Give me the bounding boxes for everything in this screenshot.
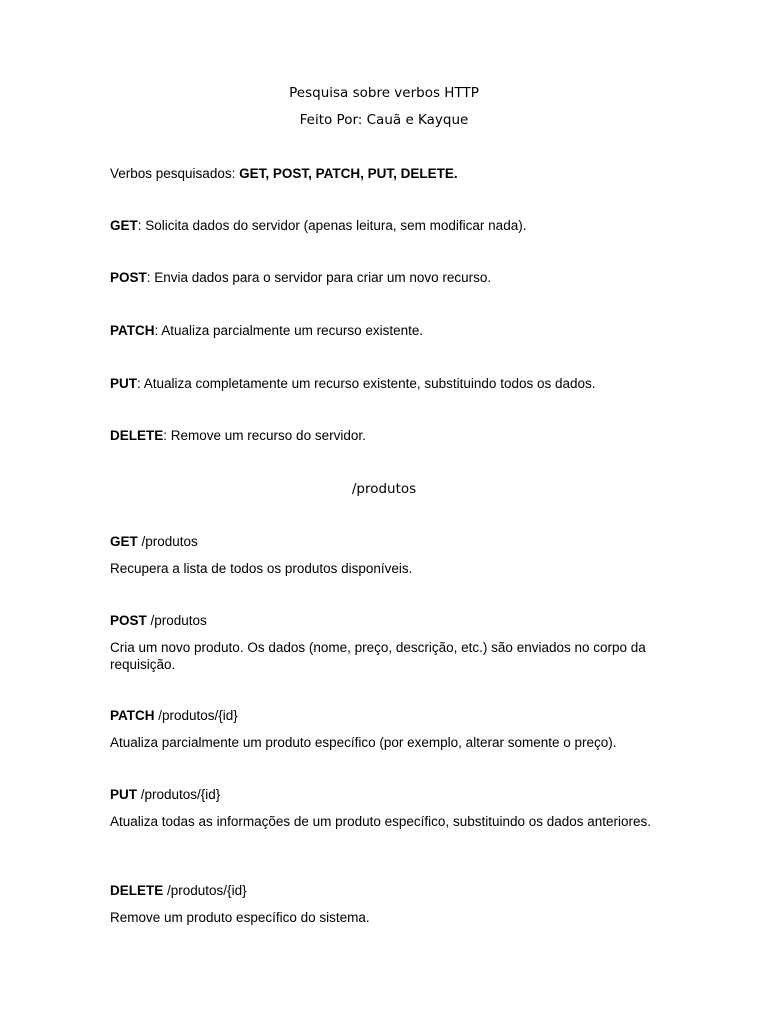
- intro-verbs: GET, POST, PATCH, PUT, DELETE.: [239, 166, 458, 181]
- endpoint-post-heading: [110, 612, 207, 629]
- endpoint-path: /produtos: [137, 534, 198, 549]
- definition-verb: PUT: [110, 376, 137, 391]
- endpoint-verb: PUT: [110, 787, 137, 802]
- section-heading: /produtos: [351, 481, 417, 497]
- endpoint-path: /produtos/{id}: [154, 708, 238, 723]
- definition-verb: GET: [110, 218, 138, 233]
- definition-verb: DELETE: [110, 428, 164, 443]
- document-title: Pesquisa sobre verbos HTTP: [289, 85, 479, 101]
- definition-post: [110, 269, 491, 286]
- endpoint-verb: DELETE: [110, 883, 164, 898]
- definition-verb: POST: [110, 270, 147, 285]
- endpoint-put-description: Atualiza todas as informações de um produto específico, substituindo os dados anteriores.: [110, 814, 652, 829]
- endpoint-verb: PATCH: [110, 708, 155, 723]
- definition-text: : Remove um recurso do servidor.: [163, 428, 366, 443]
- document-authors: Feito Por: Cauã e Kayque: [299, 112, 469, 128]
- endpoint-path: /produtos/{id}: [137, 787, 221, 802]
- endpoint-patch-heading: [110, 707, 238, 724]
- definition-put: [110, 375, 596, 392]
- endpoint-post-description: Cria um novo produto. Os dados (nome, preço, descrição, etc.) são enviados no corpo da requisição.: [110, 640, 646, 672]
- definition-get: [110, 217, 526, 234]
- endpoint-delete-heading: [110, 882, 247, 899]
- endpoint-patch-description: Atualiza parcialmente um produto específico (por exemplo, alterar somente o preço).: [110, 735, 617, 750]
- definition-verb: PATCH: [110, 323, 155, 338]
- endpoint-delete-description: Remove um produto específico do sistema.: [110, 910, 370, 925]
- definition-text: : Atualiza parcialmente um recurso existente.: [154, 323, 424, 338]
- endpoint-get-heading: [110, 533, 198, 550]
- endpoint-verb: GET: [110, 534, 138, 549]
- intro-label: Verbos pesquisados:: [110, 166, 240, 181]
- endpoint-verb: POST: [110, 613, 147, 628]
- definition-patch: [110, 322, 423, 339]
- endpoint-get-description: Recupera a lista de todos os produtos disponíveis.: [110, 561, 413, 576]
- definition-text: : Atualiza completamente um recurso existente, substituindo todos os dados.: [137, 376, 596, 391]
- endpoint-path: /produtos/{id}: [163, 883, 247, 898]
- intro-line: [110, 165, 458, 182]
- endpoint-path: /produtos: [146, 613, 207, 628]
- definition-text: : Solicita dados do servidor (apenas leitura, sem modificar nada).: [137, 218, 527, 233]
- definition-text: : Envia dados para o servidor para criar um novo recurso.: [146, 270, 492, 285]
- endpoint-put-heading: [110, 786, 220, 803]
- definition-delete: [110, 427, 366, 444]
